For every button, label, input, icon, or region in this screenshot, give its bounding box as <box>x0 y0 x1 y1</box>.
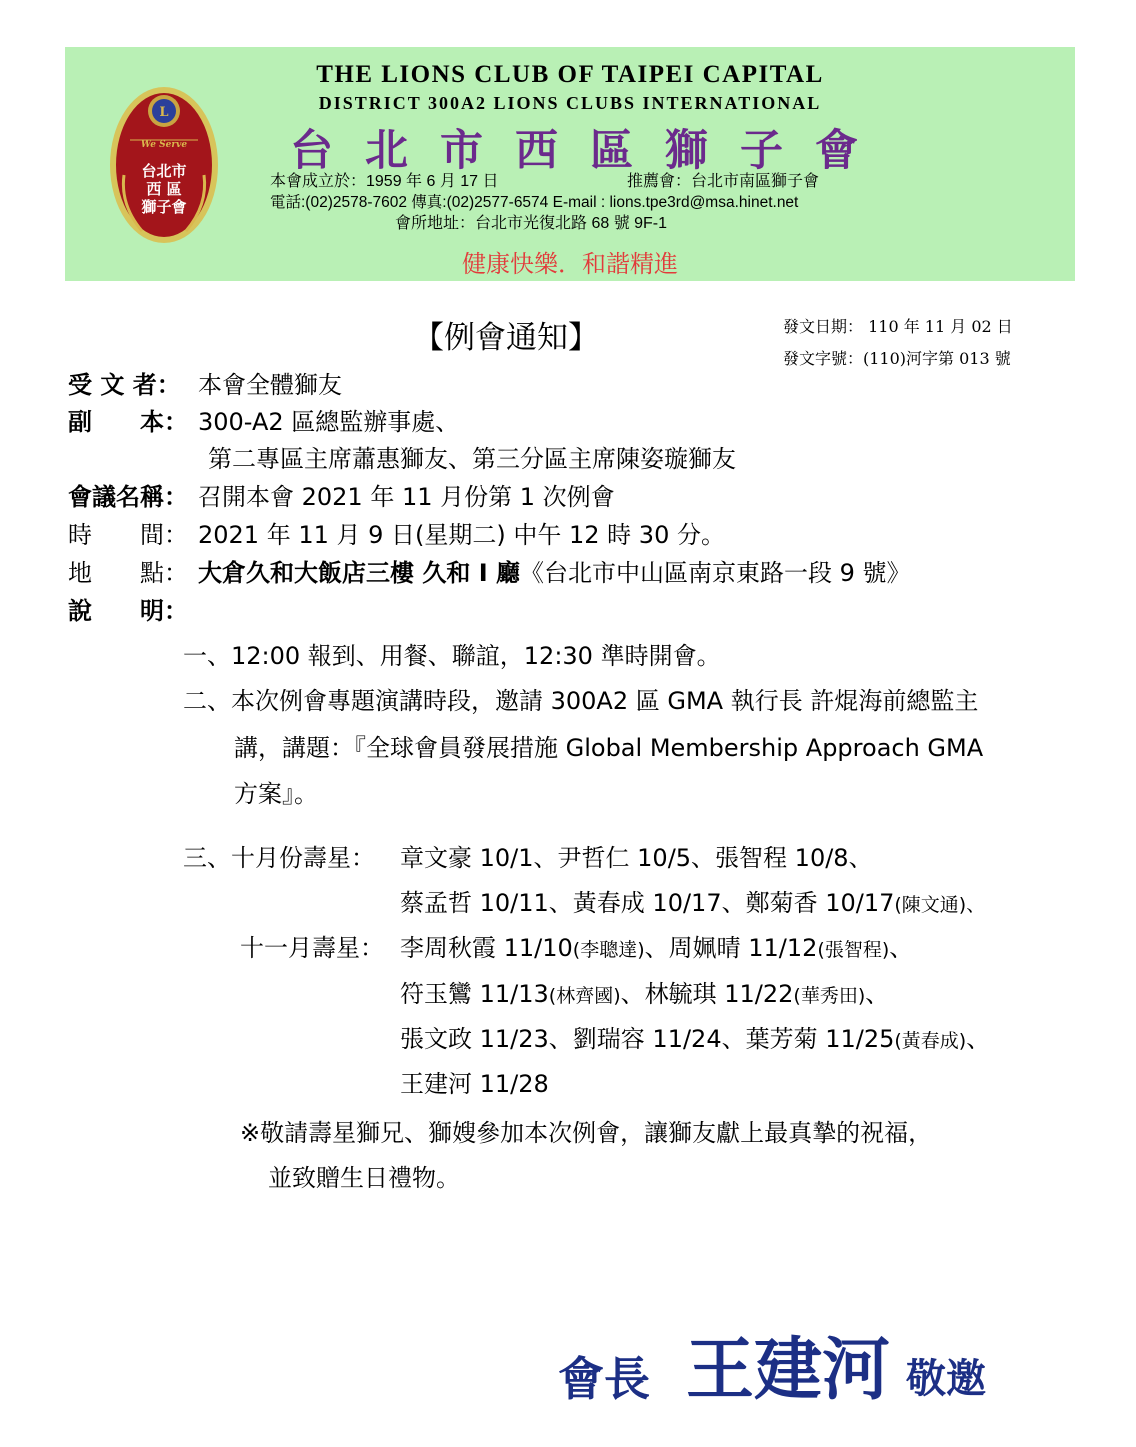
october-birthdays-2-note: (陳文通)、 <box>894 894 986 916</box>
cc-row <box>68 407 459 437</box>
place-address: 《台北市中山區南京東路一段 9 號》 <box>520 559 911 587</box>
meeting-row <box>68 482 615 512</box>
recipient-label: 受 文 者： <box>68 371 181 399</box>
issue-number: 發文字號：(110)河字第 013 號 <box>783 349 1011 368</box>
letterhead <box>65 47 1075 281</box>
logo-motto: We Serve <box>140 140 188 150</box>
club-address: 會所地址：台北市光復北路 68 號 9F-1 <box>395 215 668 232</box>
contact-info: 電話:(02)2578-7602 傳真:(02)2577-6574 E-mail : lions.tpe3rd@msa.hinet.net <box>270 194 799 211</box>
district-name-en: DISTRICT 300A2 LIONS CLUBS INTERNATIONAL <box>318 93 822 113</box>
time-value: 2021 年 11 月 9 日(星期二) 中午 12 時 30 分。 <box>198 521 725 549</box>
item-2-line-3: 方案』。 <box>234 780 318 808</box>
november-birthdays-2 <box>400 979 889 1011</box>
time-label: 時 間： <box>68 521 188 549</box>
item-2-line-2: 講，講題：『全球會員發展措施 Global Membership Approach GMA <box>234 734 984 762</box>
november-birthdays-3 <box>400 1024 990 1056</box>
note-line-1: ※敬請壽星獅兄、獅嫂參加本次例會，讓獅友獻上最真摯的祝福， <box>240 1119 933 1147</box>
november-birthdays-1 <box>400 933 913 965</box>
item-1: 一、12:00 報到、用餐、聯誼，12:30 準時開會。 <box>183 642 721 670</box>
item-2-line-1: 二、本次例會專題演講時段，邀請 300A2 區 GMA 執行長 許焜海前總監主 <box>183 687 979 715</box>
cc-value-2: 第二專區主席蕭惠獅友、第三分區主席陳姿璇獅友 <box>208 445 736 473</box>
place-row <box>68 558 911 588</box>
meeting-label: 會議名稱： <box>68 483 188 511</box>
place-venue: 大倉久和大飯店三樓 久和 I 廳 <box>198 559 520 587</box>
svg-text:L: L <box>159 105 169 120</box>
november-birthdays-4: 王建河 11/28 <box>400 1070 549 1098</box>
nov3-b: (黃春成) <box>894 1030 967 1052</box>
meeting-value: 召開本會 2021 年 11 月份第 1 次例會 <box>198 483 615 511</box>
recipient-value: 本會全體獅友 <box>198 371 342 399</box>
nov2-a: 符玉鸞 11/13 <box>400 980 549 1008</box>
place-label: 地 點： <box>68 559 188 587</box>
club-motto: 健康快樂．和諧精進 <box>462 250 678 278</box>
logo-line1: 台北市 <box>141 162 187 180</box>
nov1-d: (張智程) <box>817 939 890 961</box>
time-row <box>68 520 725 550</box>
desc-label: 說 明： <box>68 597 188 625</box>
note-line-2: 並致贈生日禮物。 <box>268 1164 460 1192</box>
cc-label: 副 本： <box>68 408 188 436</box>
recipient-row <box>68 370 342 400</box>
nov2-b: (林齊國) <box>548 985 621 1007</box>
issue-date: 發文日期： 110 年 11 月 02 日 <box>783 317 1013 336</box>
signature-name: 王建河 <box>686 1331 891 1410</box>
club-name-zh: 台北市西區獅子會 <box>290 126 890 176</box>
nov1-c: 、周姵晴 11/12 <box>644 934 818 962</box>
nov3-c: 、 <box>966 1025 991 1053</box>
notice-title: 【例會通知】 <box>413 320 599 356</box>
nov3-a: 張文政 11/23、劉瑞容 11/24、葉芳菊 11/25 <box>400 1025 895 1053</box>
desc-row <box>68 596 198 626</box>
club-logo <box>108 85 220 245</box>
sponsor-club: 推薦會：台北市南區獅子會 <box>627 173 820 190</box>
club-name-en: THE LIONS CLUB OF TAIPEI CAPITAL <box>316 61 824 88</box>
nov2-c: 、林毓琪 11/22 <box>620 980 794 1008</box>
signature-suffix: 敬邀 <box>906 1356 986 1402</box>
founded-date: 本會成立於：1959 年 6 月 17 日 <box>270 173 499 190</box>
nov1-e: 、 <box>889 934 914 962</box>
october-birthdays-2-names: 蔡孟哲 10/11、黃春成 10/17、鄭菊香 10/17 <box>400 889 895 917</box>
logo-line2: 西 區 <box>146 180 182 198</box>
nov2-d: (華秀田) <box>793 985 866 1007</box>
signature-title: 會長 <box>558 1352 650 1406</box>
nov2-e: 、 <box>865 980 890 1008</box>
logo-line3: 獅子會 <box>141 198 187 216</box>
october-birthdays-1: 章文豪 10/1、尹哲仁 10/5、張智程 10/8、 <box>400 844 873 872</box>
october-birthdays-label: 三、十月份壽星： <box>183 844 375 872</box>
october-birthdays-2 <box>400 888 985 920</box>
cc-value: 300-A2 區總監辦事處、 <box>198 408 460 436</box>
november-birthdays-label: 十一月壽星： <box>240 934 384 962</box>
nov1-b: (李聰達) <box>572 939 645 961</box>
nov1-a: 李周秋霞 11/10 <box>400 934 573 962</box>
